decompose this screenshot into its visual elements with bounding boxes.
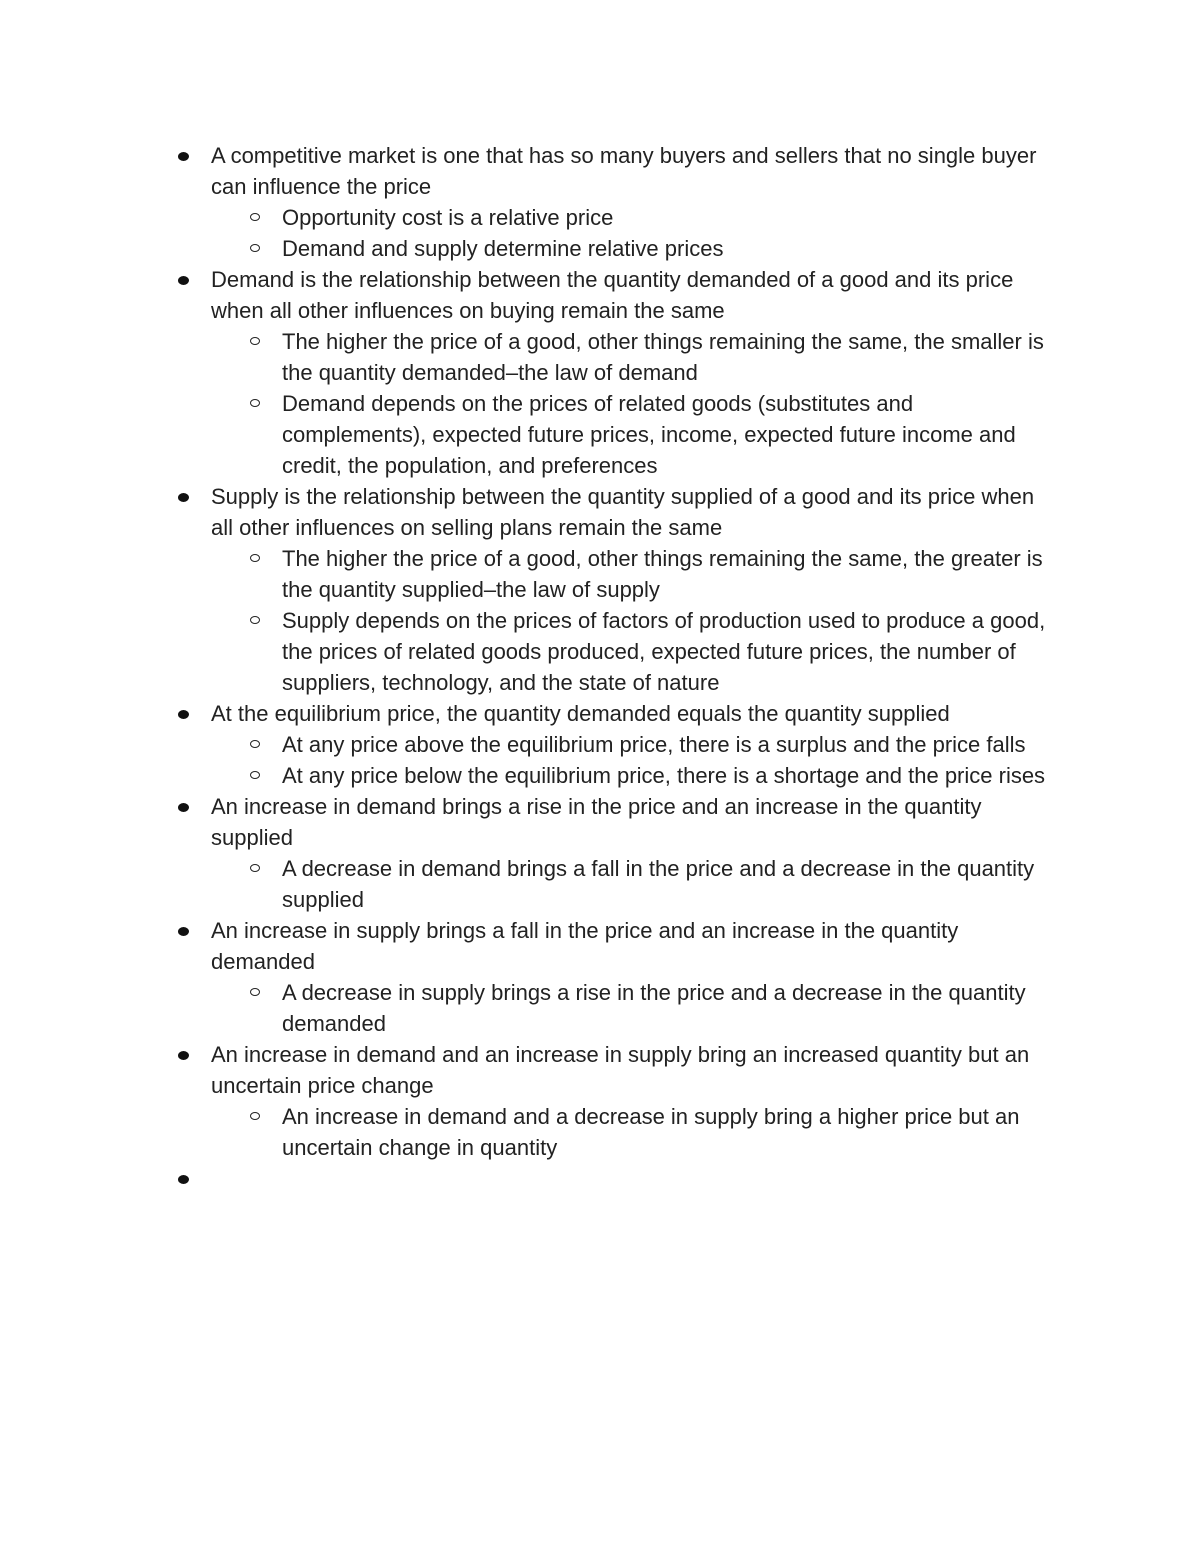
filled-bullet-icon (178, 710, 189, 719)
list-item-text: An increase in demand and a decrease in supply bring a higher price but an uncertain change in quantity (282, 1104, 1020, 1160)
list-item (0, 1101, 1054, 1163)
list-item (0, 233, 1054, 264)
list-item (0, 729, 1054, 760)
list-item (0, 605, 1054, 698)
list-item (0, 853, 1054, 915)
list-item-text: An increase in demand and an increase in supply bring an increased quantity but an uncertain price change (211, 1042, 1030, 1098)
list-item-text: Demand and supply determine relative prices (282, 236, 724, 261)
list-item-text: An increase in demand brings a rise in the price and an increase in the quantity supplied (211, 794, 982, 850)
filled-bullet-icon (178, 803, 189, 812)
filled-bullet-icon (178, 493, 189, 502)
hollow-bullet-icon (250, 1112, 260, 1120)
list-item-text: At any price below the equilibrium price, there is a shortage and the price rises (282, 763, 1046, 788)
hollow-bullet-icon (250, 337, 260, 345)
list-item-text: The higher the price of a good, other things remaining the same, the smaller is the quantity demanded–the law of demand (282, 329, 1044, 385)
list-item-text: A competitive market is one that has so many buyers and sellers that no single buyer can influence the price (211, 143, 1037, 199)
list-item (0, 140, 1059, 202)
list-item (0, 760, 1054, 791)
list-item (0, 388, 1054, 481)
filled-bullet-icon (178, 276, 189, 285)
list-item (0, 977, 1054, 1039)
list-item (0, 915, 1059, 977)
list-item-empty (0, 1163, 1059, 1194)
list-item-text: At the equilibrium price, the quantity demanded equals the quantity supplied (211, 701, 950, 726)
list-item-text: A decrease in supply brings a rise in the price and a decrease in the quantity demanded (282, 980, 1026, 1036)
list-item (0, 326, 1054, 388)
list-item-text: Demand is the relationship between the quantity demanded of a good and its price when all other influences on buying remain the same (211, 267, 1014, 323)
list-item-text (211, 1163, 1059, 1194)
hollow-bullet-icon (250, 771, 260, 779)
list-item (0, 698, 1059, 729)
filled-bullet-icon (178, 927, 189, 936)
hollow-bullet-icon (250, 864, 260, 872)
list-item-text: Supply is the relationship between the quantity supplied of a good and its price when all other influences on selling plans remain the same (211, 484, 1035, 540)
list-item (0, 543, 1054, 605)
hollow-bullet-icon (250, 554, 260, 562)
list-item-text: An increase in supply brings a fall in the price and an increase in the quantity demanded (211, 918, 959, 974)
list-item-text: A decrease in demand brings a fall in the price and a decrease in the quantity supplied (282, 856, 1035, 912)
list-item (0, 791, 1059, 853)
list-item-text: The higher the price of a good, other things remaining the same, the greater is the quantity supplied–the law of supply (282, 546, 1043, 602)
hollow-bullet-icon (250, 244, 260, 252)
list-item-text: Supply depends on the prices of factors of production used to produce a good, the prices of related goods produced, expected future prices, the number of suppliers, technology, and the state of nature (282, 608, 1046, 695)
filled-bullet-icon (178, 1175, 189, 1184)
hollow-bullet-icon (250, 740, 260, 748)
filled-bullet-icon (178, 1051, 189, 1060)
list-item (0, 202, 1054, 233)
list-item-text: Demand depends on the prices of related goods (substitutes and complements), expected future prices, income, expected future income and credit, the population, and preferences (282, 391, 1016, 478)
list-item (0, 264, 1059, 326)
hollow-bullet-icon (250, 616, 260, 624)
hollow-bullet-icon (250, 399, 260, 407)
bullet-outline (0, 140, 1200, 1194)
hollow-bullet-icon (250, 988, 260, 996)
filled-bullet-icon (178, 152, 189, 161)
list-item (0, 1039, 1059, 1101)
hollow-bullet-icon (250, 213, 260, 221)
list-item-text: Opportunity cost is a relative price (282, 205, 614, 230)
list-item-text: At any price above the equilibrium price, there is a surplus and the price falls (282, 732, 1026, 757)
list-item (0, 481, 1059, 543)
